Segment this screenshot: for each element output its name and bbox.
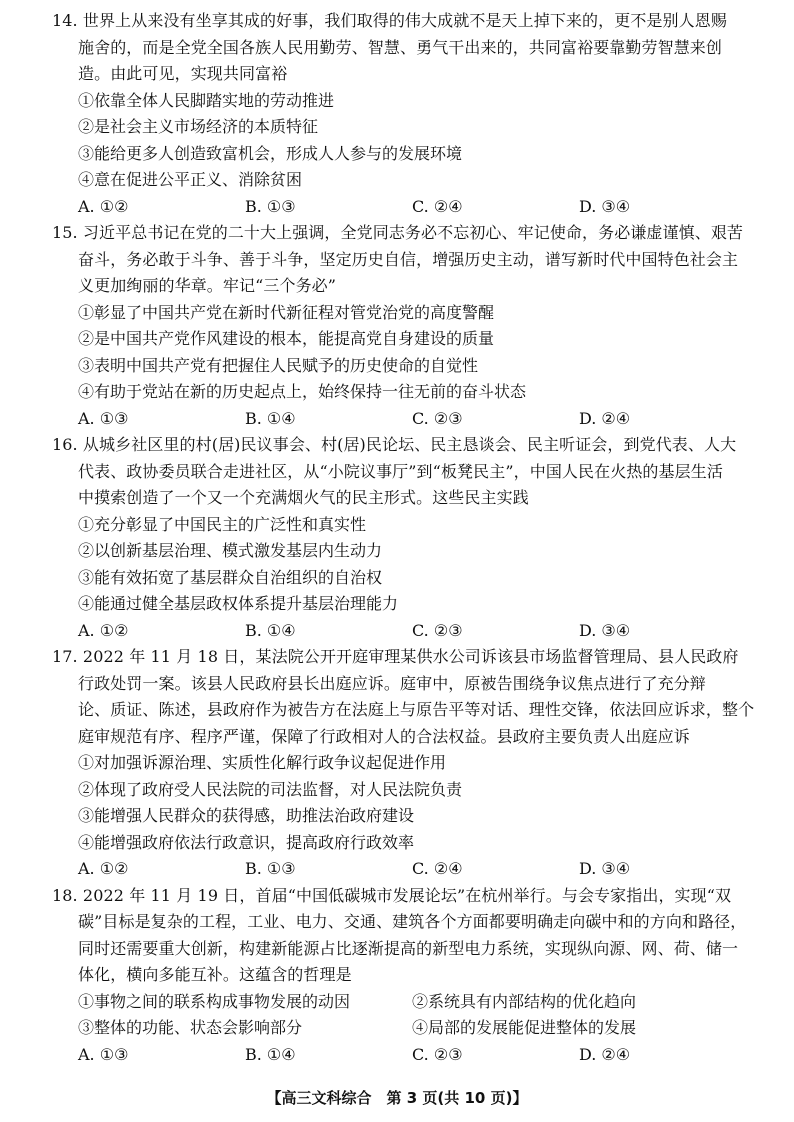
option-d: D. ③④ [579, 620, 631, 640]
question-stem-line: 16. 从城乡社区里的村(居)民议事会、村(居)民论坛、民主恳谈会、民主听证会，到党代表、人大 [52, 435, 737, 454]
option-a: A. ①② [78, 620, 129, 640]
question-stem-line: 造。由此可见，实现共同富裕 [78, 64, 288, 83]
statement: ②是中国共产党作风建设的根本，能提高党自身建设的质量 [78, 329, 495, 348]
option-a: A. ①② [78, 859, 129, 878]
question-stem-line: 同时还需要重大创新，构建新能源占比逐渐提高的新型电力系统，实现纵向源、网、荷、储一 [78, 938, 739, 958]
answer-options [52, 1042, 746, 1069]
option-a: A. ①② [78, 196, 129, 216]
question-18 [52, 883, 746, 1069]
statement-row [52, 989, 746, 1016]
option-d: D. ③④ [579, 196, 631, 216]
question-stem-line: 奋斗，务必敢于斗争、善于斗争，坚定历史自信，增强历史主动，谱写新时代中国特色社会主 [78, 249, 739, 269]
question-stem-line: 义更加绚丽的华章。牢记“三个务必” [78, 276, 337, 295]
statement: ④意在促进公平正义、消除贫困 [78, 170, 303, 189]
option-c: C. ②③ [412, 620, 463, 640]
option-b: B. ①④ [245, 620, 296, 640]
option-d: D. ②④ [579, 1044, 631, 1064]
option-b: B. ①④ [245, 1044, 296, 1064]
option-c: C. ②③ [412, 1044, 463, 1064]
option-b: B. ①③ [245, 859, 296, 878]
option-c: C. ②③ [412, 408, 463, 428]
option-a: A. ①③ [78, 1044, 129, 1064]
statement: ②体现了政府受人民法院的司法监督，对人民法院负责 [78, 779, 463, 799]
statement: ④能增强政府依法行政意识，提高政府行政效率 [78, 832, 415, 852]
statement: ②以创新基层治理、模式激发基层内生动力 [78, 541, 383, 560]
question-16 [52, 432, 746, 644]
statement: ①依靠全体人民脚踏实地的劳动推进 [78, 90, 335, 110]
statement: ②是社会主义市场经济的本质特征 [78, 117, 319, 136]
answer-options [52, 856, 746, 883]
statement: ①充分彰显了中国民主的广泛性和真实性 [78, 514, 367, 534]
statement: ①对加强诉源治理、实质性化解行政争议起促进作用 [78, 753, 447, 772]
question-stem-line: 15. 习近平总书记在党的二十大上强调，全党同志务必不忘初心、牢记使命，务必谦虚谨慎、艰苦 [52, 223, 744, 242]
question-stem-line: 庭审规范有序、程序严谨，保障了行政相对人的合法权益。县政府主要负责人出庭应诉 [78, 726, 690, 746]
question-stem-line: 14. 世界上从来没有坐享其成的好事，我们取得的伟大成就不是天上掉下来的，更不是别人恩赐 [52, 11, 727, 30]
option-d: D. ②④ [579, 408, 631, 428]
option-d: D. ③④ [579, 859, 631, 878]
question-stem-line: 17. 2022 年 11 月 18 日，某法院公开开庭审理某供水公司诉该县市场监督管理局、县人民政府 [52, 647, 739, 666]
option-a: A. ①③ [78, 408, 129, 428]
question-stem-line: 18. 2022 年 11 月 19 日，首届“中国低碳城市发展论坛”在杭州举行。与会专家指出，实现“双 [52, 885, 732, 905]
statement: ①彰显了中国共产党在新时代新征程对管党治党的高度警醒 [78, 302, 495, 322]
option-b: B. ①③ [245, 196, 296, 216]
answer-options [52, 618, 746, 645]
page-footer: 【高三文科综合 第 3 页(共 10 页)】 [266, 1089, 528, 1107]
question-stem-line: 代表、政协委员联合走进社区，从“小院议事厅”到“板凳民主”，中国人民在火热的基层生活 [78, 461, 723, 481]
option-b: B. ①④ [245, 408, 296, 428]
question-14 [52, 8, 746, 220]
answer-options [52, 194, 746, 221]
statement: ③能有效拓宽了基层群众自治组织的自治权 [78, 567, 383, 587]
statement: ④局部的发展能促进整体的发展 [412, 1018, 637, 1037]
statement: ①事物之间的联系构成事物发展的动因 [78, 991, 351, 1011]
statement: ④有助于党站在新的历史起点上，始终保持一往无前的奋斗状态 [78, 382, 527, 401]
statement: ③能给更多人创造致富机会，形成人人参与的发展环境 [78, 143, 463, 163]
statement: ③能增强人民群众的获得感，助推法治政府建设 [78, 806, 415, 825]
statement: ②系统具有内部结构的优化趋向 [412, 991, 637, 1011]
question-stem-line: 中摸索创造了一个又一个充满烟火气的民主形式。这些民主实践 [78, 488, 529, 507]
question-stem-line: 行政处罚一案。该县人民政府县长出庭应诉。庭审中，原被告围绕争议焦点进行了充分辩 [78, 673, 706, 693]
statement: ③表明中国共产党有把握住人民赋予的历史使命的自觉性 [78, 355, 479, 375]
question-stem-line: 体化，横向多能互补。这蕴含的哲理是 [78, 965, 352, 984]
question-15 [52, 220, 746, 432]
statement-row [52, 1015, 746, 1042]
statement: ③整体的功能、状态会影响部分 [78, 1018, 303, 1037]
answer-options [52, 406, 746, 433]
option-c: C. ②④ [412, 859, 463, 878]
question-stem-line: 碳”目标是复杂的工程，工业、电力、交通、建筑各个方面都要明确走向碳中和的方向和路径， [78, 912, 747, 931]
question-stem-line: 施舍的，而是全党全国各族人民用勤劳、智慧、勇气干出来的，共同富裕要靠勤劳智慧来创 [78, 37, 723, 57]
question-stem-line: 论、质证、陈述，县政府作为被告方在法庭上与原告平等对话、理性交锋，依法回应诉求，整个 [78, 700, 755, 719]
question-17 [52, 644, 755, 883]
statement: ④能通过健全基层政权体系提升基层治理能力 [78, 594, 399, 613]
option-c: C. ②④ [412, 196, 463, 216]
questions-area [52, 8, 755, 1068]
